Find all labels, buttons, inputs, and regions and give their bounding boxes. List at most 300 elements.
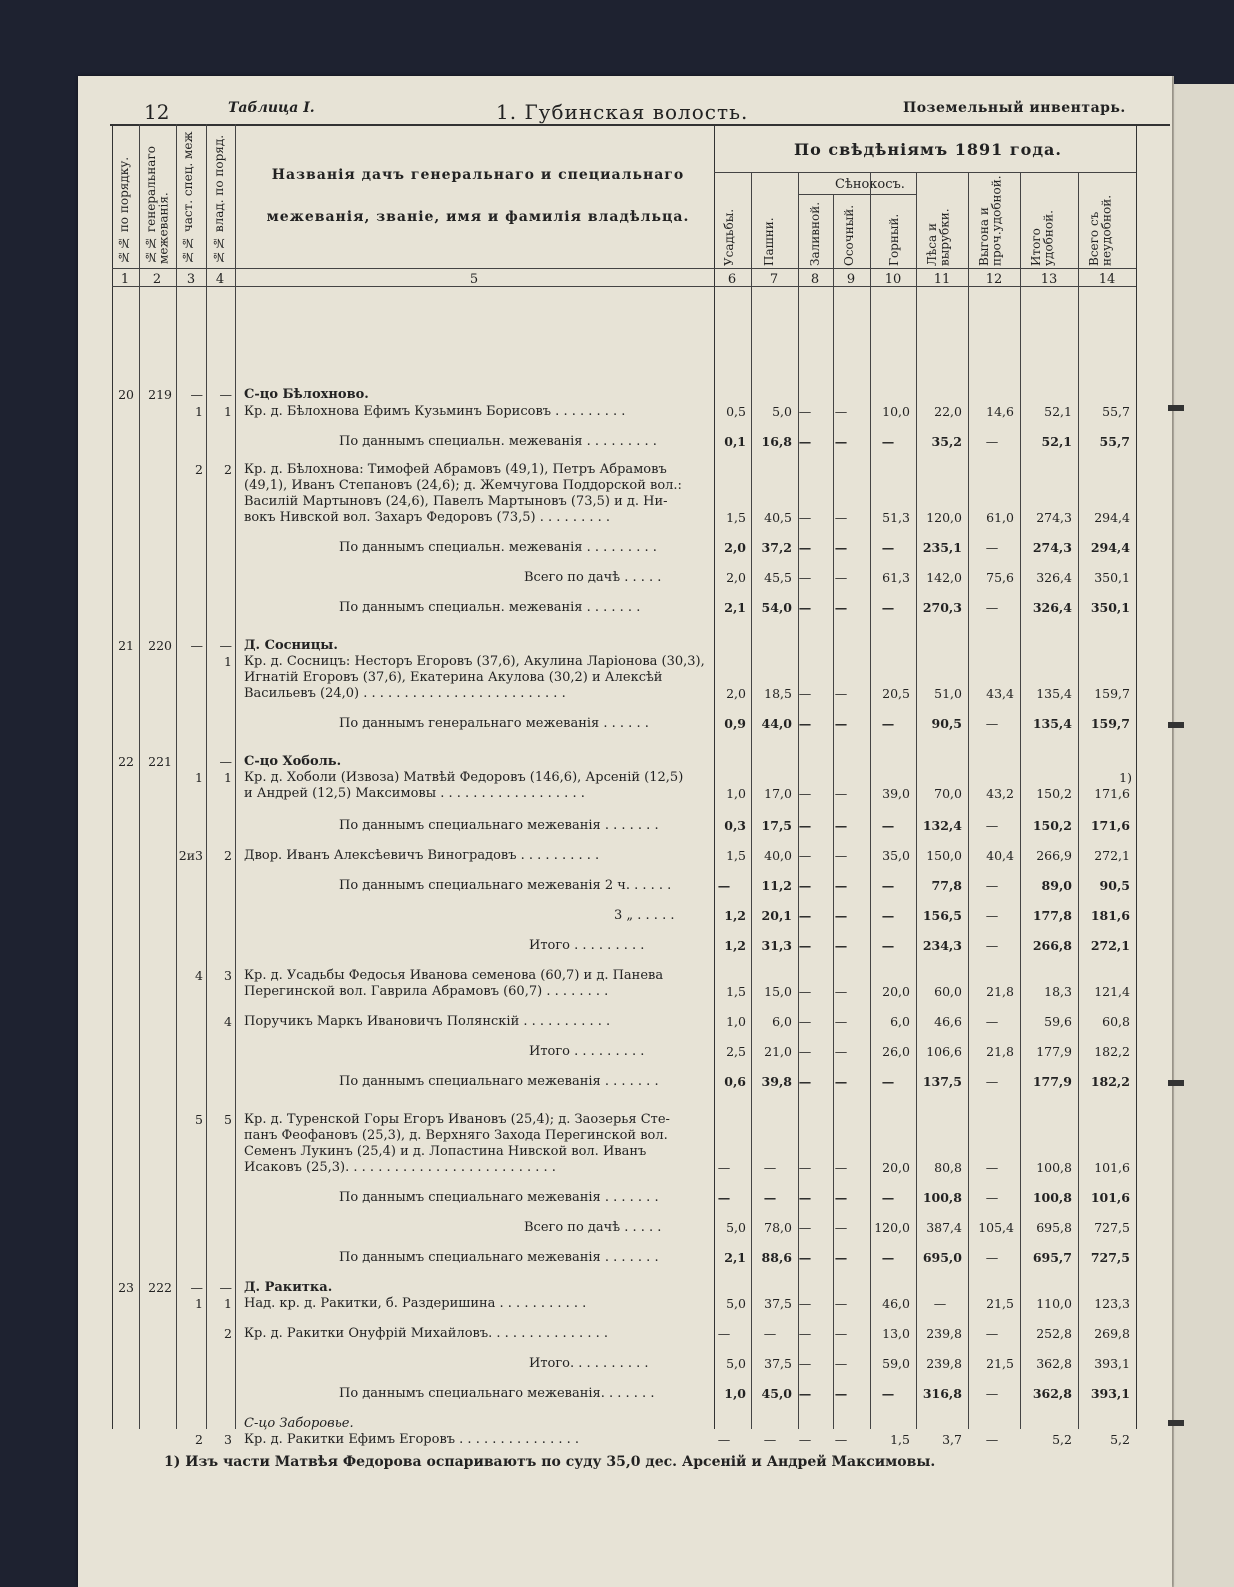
cell-value: — bbox=[717, 1432, 731, 1447]
cell-value: 105,4 bbox=[978, 1220, 1014, 1235]
cell-value: 150,0 bbox=[926, 848, 962, 863]
row-index-c1: 23 bbox=[118, 1280, 134, 1295]
cell-value: — bbox=[985, 1326, 999, 1341]
cell-value: 120,0 bbox=[926, 510, 962, 525]
cell-value: 59,6 bbox=[1044, 1014, 1072, 1029]
cell-value: 20,5 bbox=[882, 686, 910, 701]
cell-value: 39,8 bbox=[761, 1074, 792, 1089]
cell-value: 17,5 bbox=[761, 818, 792, 833]
cell-value: 21,8 bbox=[986, 984, 1014, 999]
cell-value: 2,0 bbox=[726, 686, 746, 701]
binding-tab bbox=[1168, 1420, 1184, 1426]
col-header-vsego: Всего съ неудобной. bbox=[1087, 194, 1114, 266]
cell-value: 177,9 bbox=[1036, 1044, 1072, 1059]
row-label: По даннымъ специальнаго межеванія. . . . . . . bbox=[339, 1386, 655, 1401]
row-label: Семенъ Лукинъ (25,4) и д. Лопастина Нивской вол. Иванъ bbox=[244, 1144, 647, 1159]
cell-value: 37,5 bbox=[764, 1356, 792, 1371]
top-rule bbox=[110, 124, 1170, 126]
row-index-c3: 4 bbox=[195, 968, 203, 983]
col-header-les: Лѣса и вырубки. bbox=[925, 208, 952, 266]
row-index-c4: — bbox=[219, 1280, 232, 1295]
cell-value: 159,7 bbox=[1090, 716, 1130, 731]
row-label: Поручикъ Маркъ Ивановичъ Полянскій . . . . . . . . . . . bbox=[244, 1014, 611, 1029]
grid-line bbox=[916, 172, 917, 1429]
cell-value: 0,9 bbox=[724, 716, 746, 731]
row-index-c4: 1 bbox=[224, 770, 232, 785]
col-header-gorny: Горный. bbox=[887, 213, 901, 266]
cell-value: 17,0 bbox=[764, 786, 792, 801]
cell-value: — bbox=[798, 908, 812, 923]
cell-value: 294,4 bbox=[1090, 540, 1130, 555]
row-label: Двор. Иванъ Алексѣевичъ Виноградовъ . . . . . . . . . . bbox=[244, 848, 600, 863]
col-header-itogo: Итого удобной. bbox=[1029, 210, 1056, 266]
cell-value: 252,8 bbox=[1036, 1326, 1072, 1341]
col-header-names: Названія дачъ генеральнаго и специальнаго межеванія, званіе, имя и фамилія владѣльца. bbox=[266, 167, 690, 225]
cell-value: 6,0 bbox=[772, 1014, 792, 1029]
cell-value: 52,1 bbox=[1044, 404, 1072, 419]
cell-value: — bbox=[985, 540, 999, 555]
cell-value: — bbox=[881, 540, 895, 555]
cell-value: — bbox=[881, 818, 895, 833]
cell-value: 135,4 bbox=[1036, 686, 1072, 701]
cell-value: 182,2 bbox=[1090, 1074, 1130, 1089]
cell-value: — bbox=[985, 1432, 999, 1447]
row-label: По даннымъ специальнаго межеванія . . . . . . . bbox=[339, 1190, 659, 1205]
row-label: Кр. д. Сосницъ: Несторъ Егоровъ (37,6), Акулина Ларіонова (30,3), bbox=[244, 654, 705, 669]
column-number: 5 bbox=[469, 272, 479, 287]
cell-value: 362,8 bbox=[1036, 1356, 1072, 1371]
col-header-order: №№ по порядку. bbox=[117, 156, 131, 264]
cell-value: — bbox=[834, 1432, 848, 1447]
row-label: Кр. д. Ракитки Ефимъ Егоровъ . . . . . . . . . . . . . . . bbox=[244, 1432, 579, 1447]
cell-value: 26,0 bbox=[882, 1044, 910, 1059]
cell-value: — bbox=[834, 1220, 848, 1235]
cell-value: — bbox=[985, 908, 999, 923]
document-page bbox=[78, 76, 1172, 1587]
cell-value: 695,7 bbox=[1032, 1250, 1072, 1265]
row-index-c3: 1 bbox=[195, 404, 203, 419]
cell-value: 120,0 bbox=[874, 1220, 910, 1235]
cell-value: — bbox=[834, 1356, 848, 1371]
row-index-c4: — bbox=[219, 638, 232, 653]
cell-value: — bbox=[881, 600, 895, 615]
cell-value: — bbox=[763, 1326, 777, 1341]
cell-value: — bbox=[834, 434, 848, 449]
grid-line bbox=[112, 286, 1136, 287]
cell-value: — bbox=[834, 716, 848, 731]
cell-value: 177,8 bbox=[1032, 908, 1072, 923]
cell-value: 137,5 bbox=[922, 1074, 962, 1089]
row-label: Василій Мартыновъ (24,6), Павелъ Мартыновъ (73,5) и д. Ни- bbox=[244, 494, 668, 509]
cell-value: — bbox=[798, 1074, 812, 1089]
cell-value: 6,0 bbox=[890, 1014, 910, 1029]
cell-value: 727,5 bbox=[1094, 1220, 1130, 1235]
cell-value: — bbox=[834, 510, 848, 525]
binding-tab bbox=[1168, 722, 1184, 728]
column-number: 12 bbox=[985, 272, 1003, 287]
cell-value: 1,2 bbox=[724, 938, 746, 953]
cell-value: 43,2 bbox=[986, 786, 1014, 801]
cell-value: 1,5 bbox=[726, 510, 746, 525]
cell-value: — bbox=[985, 1160, 999, 1175]
cell-value: 1,5 bbox=[726, 848, 746, 863]
cell-value: 88,6 bbox=[761, 1250, 792, 1265]
cell-value: 52,1 bbox=[1041, 434, 1072, 449]
cell-value: 5,2 bbox=[1110, 1432, 1130, 1447]
cell-value: — bbox=[933, 1296, 947, 1311]
cell-value: — bbox=[717, 878, 731, 893]
column-number: 4 bbox=[215, 272, 225, 287]
row-index-c3: — bbox=[190, 387, 203, 402]
cell-value: 14,6 bbox=[986, 404, 1014, 419]
cell-value: — bbox=[798, 1432, 812, 1447]
row-label: панъ Феофановъ (25,3), д. Верхняго Захода Перегинской вол. bbox=[244, 1128, 668, 1143]
row-index-c4: — bbox=[219, 754, 232, 769]
cell-value: — bbox=[881, 716, 895, 731]
cell-value: 15,0 bbox=[764, 984, 792, 999]
cell-value: 5,0 bbox=[772, 404, 792, 419]
cell-value: 40,5 bbox=[764, 510, 792, 525]
cell-value: 90,5 bbox=[931, 716, 962, 731]
cell-value: 0,3 bbox=[724, 818, 746, 833]
cell-value: — bbox=[834, 1386, 848, 1401]
binding-tab bbox=[1168, 405, 1184, 411]
cell-value: — bbox=[798, 1296, 812, 1311]
cell-value: — bbox=[717, 1160, 731, 1175]
cell-value: 20,0 bbox=[882, 1160, 910, 1175]
cell-value: 132,4 bbox=[922, 818, 962, 833]
row-index-c1: 22 bbox=[118, 754, 134, 769]
cell-value: — bbox=[834, 984, 848, 999]
cell-value: 60,8 bbox=[1102, 1014, 1130, 1029]
cell-value: — bbox=[798, 786, 812, 801]
row-label: По даннымъ специальн. межеванія . . . . . . . . . bbox=[339, 540, 657, 555]
row-index-c2: 219 bbox=[148, 387, 172, 402]
cell-value: 695,0 bbox=[922, 1250, 962, 1265]
cell-value: 316,8 bbox=[922, 1386, 962, 1401]
cell-value: 266,8 bbox=[1032, 938, 1072, 953]
cell-value: 40,4 bbox=[986, 848, 1014, 863]
cell-value: 326,4 bbox=[1032, 600, 1072, 615]
cell-value: 326,4 bbox=[1036, 570, 1072, 585]
row-label: Перегинской вол. Гаврила Абрамовъ (60,7) . . . . . . . . bbox=[244, 984, 609, 999]
col-header-owner: №№ влад. по поряд. bbox=[212, 134, 226, 264]
row-index-c3: — bbox=[190, 1280, 203, 1295]
cell-value: — bbox=[798, 848, 812, 863]
cell-value: — bbox=[834, 1044, 848, 1059]
row-label: По даннымъ специальнаго межеванія . . . . . . . bbox=[339, 818, 659, 833]
cell-value: 18,3 bbox=[1044, 984, 1072, 999]
grid-line bbox=[1136, 124, 1137, 1429]
cell-value: — bbox=[985, 716, 999, 731]
cell-value: 18,5 bbox=[764, 686, 792, 701]
row-index-c4: 1 bbox=[224, 1296, 232, 1311]
cell-value: 387,4 bbox=[926, 1220, 962, 1235]
cell-value: 75,6 bbox=[986, 570, 1014, 585]
grid-line bbox=[968, 172, 969, 1429]
cell-value: — bbox=[798, 1014, 812, 1029]
survey-header: По свѣдѣніямъ 1891 года. bbox=[794, 140, 1062, 159]
row-index-c4: 2 bbox=[224, 848, 232, 863]
cell-value: — bbox=[798, 540, 812, 555]
row-label: По даннымъ специальнаго межеванія . . . . . . . bbox=[339, 1250, 659, 1265]
cell-value: 89,0 bbox=[1041, 878, 1072, 893]
row-index-c4: 3 bbox=[224, 968, 232, 983]
cell-value: — bbox=[798, 1160, 812, 1175]
row-index-c3: — bbox=[190, 638, 203, 653]
cell-value: 51,3 bbox=[882, 510, 910, 525]
cell-value: — bbox=[985, 878, 999, 893]
row-label: С-цо Бѣлохново. bbox=[244, 387, 369, 402]
cell-value: — bbox=[834, 570, 848, 585]
cell-value: 110,0 bbox=[1036, 1296, 1072, 1311]
cell-value: 61,3 bbox=[882, 570, 910, 585]
cell-value: 45,0 bbox=[761, 1386, 792, 1401]
cell-value: — bbox=[798, 818, 812, 833]
row-label: Кр. д. Хоболи (Извоза) Матвѣй Федоровъ (146,6), Арсеній (12,5) bbox=[244, 770, 684, 785]
col-header-zalivnoy: Заливной. bbox=[808, 201, 822, 266]
cell-value: — bbox=[798, 434, 812, 449]
cell-value: 55,7 bbox=[1099, 434, 1130, 449]
cell-value: — bbox=[834, 786, 848, 801]
grid-line bbox=[714, 172, 1136, 173]
cell-value: — bbox=[881, 1250, 895, 1265]
cell-value: — bbox=[798, 1220, 812, 1235]
cell-value: 43,4 bbox=[986, 686, 1014, 701]
cell-value: 16,8 bbox=[761, 434, 792, 449]
cell-value: 5,2 bbox=[1052, 1432, 1072, 1447]
cell-value: — bbox=[798, 938, 812, 953]
col-header-vygona: Выгона и проч.удобной. bbox=[977, 175, 1004, 266]
col-header-special: №№ част. спец. меж bbox=[181, 131, 195, 264]
row-index-c1: 21 bbox=[118, 638, 134, 653]
cell-value: — bbox=[881, 908, 895, 923]
cell-value: 2,5 bbox=[726, 1044, 746, 1059]
cell-value: 100,8 bbox=[1036, 1160, 1072, 1175]
cell-value: 727,5 bbox=[1090, 1250, 1130, 1265]
cell-value: 10,0 bbox=[882, 404, 910, 419]
cell-value: 20,1 bbox=[761, 908, 792, 923]
cell-value: — bbox=[985, 1074, 999, 1089]
cell-value: — bbox=[798, 1190, 812, 1205]
binding-tab bbox=[1168, 1080, 1184, 1086]
cell-value: — bbox=[881, 1190, 895, 1205]
cell-value: — bbox=[881, 1074, 895, 1089]
row-index-c4: 2 bbox=[224, 462, 232, 477]
cell-value: 1,0 bbox=[726, 786, 746, 801]
cell-value: 272,1 bbox=[1090, 938, 1130, 953]
cell-value: 294,4 bbox=[1094, 510, 1130, 525]
cell-value: 55,7 bbox=[1102, 404, 1130, 419]
row-label: Кр. д. Бѣлохнова Ефимъ Кузьминъ Борисовъ . . . . . . . . . bbox=[244, 404, 626, 419]
grid-line bbox=[235, 124, 236, 1429]
cell-value: 393,1 bbox=[1094, 1356, 1130, 1371]
cell-value: — bbox=[834, 1190, 848, 1205]
cell-value: — bbox=[717, 1326, 731, 1341]
cell-value: 272,1 bbox=[1094, 848, 1130, 863]
grid-line bbox=[1020, 172, 1021, 1429]
row-label: С-цо Заборовье. bbox=[244, 1416, 354, 1431]
cell-value: — bbox=[881, 434, 895, 449]
cell-value: 150,2 bbox=[1032, 818, 1072, 833]
row-index-c4: 5 bbox=[224, 1112, 232, 1127]
cell-value: — bbox=[763, 1160, 777, 1175]
volost-title: 1. Губинская волость. bbox=[496, 100, 749, 124]
cell-value: 695,8 bbox=[1036, 1220, 1072, 1235]
cell-value: — bbox=[985, 1014, 999, 1029]
cell-value: — bbox=[881, 938, 895, 953]
row-label: Кр. д. Усадьбы Федосья Иванова семенова (60,7) и д. Панева bbox=[244, 968, 664, 983]
cell-value: 1,2 bbox=[724, 908, 746, 923]
row-index-c4: — bbox=[219, 387, 232, 402]
cell-value: 239,8 bbox=[926, 1356, 962, 1371]
cell-value: — bbox=[798, 1326, 812, 1341]
cell-value: — bbox=[985, 818, 999, 833]
cell-value: — bbox=[985, 434, 999, 449]
row-label: Кр. д. Ракитки Онуфрій Михайловъ. . . . . . . . . . . . . . . bbox=[244, 1326, 608, 1341]
cell-value: 21,8 bbox=[986, 1044, 1014, 1059]
cell-value: — bbox=[881, 1386, 895, 1401]
cell-value: 45,5 bbox=[764, 570, 792, 585]
column-number: 7 bbox=[769, 272, 779, 287]
cell-value: 270,3 bbox=[922, 600, 962, 615]
cell-value: — bbox=[834, 1160, 848, 1175]
cell-value: 0,1 bbox=[724, 434, 746, 449]
cell-value: 182,2 bbox=[1094, 1044, 1130, 1059]
cell-value: 61,0 bbox=[986, 510, 1014, 525]
cell-value: — bbox=[834, 1296, 848, 1311]
cell-value: 21,0 bbox=[764, 1044, 792, 1059]
column-number: 14 bbox=[1098, 272, 1116, 287]
cell-value: 13,0 bbox=[882, 1326, 910, 1341]
cell-value: 77,8 bbox=[931, 878, 962, 893]
cell-value: 80,8 bbox=[934, 1160, 962, 1175]
cell-value: — bbox=[798, 1356, 812, 1371]
cell-value: 266,9 bbox=[1036, 848, 1072, 863]
cell-value: 90,5 bbox=[1099, 878, 1130, 893]
cell-value: 2,1 bbox=[724, 600, 746, 615]
cell-value: — bbox=[798, 404, 812, 419]
grid-line bbox=[1078, 172, 1079, 1429]
cell-value: 78,0 bbox=[764, 1220, 792, 1235]
cell-value: — bbox=[834, 1074, 848, 1089]
cell-value: — bbox=[798, 716, 812, 731]
row-index-c3: 2 bbox=[195, 1432, 203, 1447]
row-label: Итого. . . . . . . . . . bbox=[529, 1356, 649, 1371]
cell-value: — bbox=[798, 1250, 812, 1265]
cell-value: 40,0 bbox=[764, 848, 792, 863]
column-number: 11 bbox=[933, 272, 951, 287]
column-number: 1 bbox=[120, 272, 130, 287]
cell-value: 123,3 bbox=[1094, 1296, 1130, 1311]
row-label: Д. Сосницы. bbox=[244, 638, 338, 653]
cell-value: — bbox=[985, 600, 999, 615]
row-label: По даннымъ генеральнаго межеванія . . . . . . bbox=[339, 716, 649, 731]
section-title: Поземельный инвентарь. bbox=[903, 100, 1126, 116]
cell-value: 350,1 bbox=[1090, 600, 1130, 615]
cell-value: 37,5 bbox=[764, 1296, 792, 1311]
row-index-c3: 2и3 bbox=[178, 848, 203, 863]
cell-value: 362,8 bbox=[1032, 1386, 1072, 1401]
row-label: Кр. д. Бѣлохнова: Тимофей Абрамовъ (49,1), Петръ Абрамовъ bbox=[244, 462, 667, 477]
cell-value: 101,6 bbox=[1094, 1160, 1130, 1175]
cell-value: 54,0 bbox=[761, 600, 792, 615]
row-label: 3 „ . . . . . bbox=[614, 908, 675, 923]
table-label: Таблица I. bbox=[228, 100, 315, 116]
cell-value: 35,0 bbox=[882, 848, 910, 863]
row-index-c2: 221 bbox=[148, 754, 172, 769]
row-label: и Андрей (12,5) Максимовы . . . . . . . . . . . . . . . . . . bbox=[244, 786, 585, 801]
cell-value: 21,5 bbox=[986, 1296, 1014, 1311]
cell-value: 21,5 bbox=[986, 1356, 1014, 1371]
cell-value: 1,0 bbox=[724, 1386, 746, 1401]
cell-value: 2,1 bbox=[724, 1250, 746, 1265]
cell-value: 269,8 bbox=[1094, 1326, 1130, 1341]
cell-value: 159,7 bbox=[1094, 686, 1130, 701]
cell-value: — bbox=[763, 1432, 777, 1447]
row-index-c2: 220 bbox=[148, 638, 172, 653]
cell-value: — bbox=[798, 984, 812, 999]
cell-value: — bbox=[985, 1190, 999, 1205]
row-index-c4: 4 bbox=[224, 1014, 232, 1029]
cell-value: 0,6 bbox=[724, 1074, 746, 1089]
cell-value: — bbox=[985, 1250, 999, 1265]
cell-value: 177,9 bbox=[1032, 1074, 1072, 1089]
cell-value: 350,1 bbox=[1094, 570, 1130, 585]
row-label: Всего по дачѣ . . . . . bbox=[524, 570, 662, 585]
cell-value: — bbox=[798, 510, 812, 525]
cell-value: 70,0 bbox=[934, 786, 962, 801]
cell-value: 135,4 bbox=[1032, 716, 1072, 731]
row-label: Над. кр. д. Ракитки, б. Раздеришина . . . . . . . . . . . bbox=[244, 1296, 587, 1311]
column-number: 8 bbox=[810, 272, 820, 287]
col-header-osochny: Осочный. bbox=[842, 204, 856, 266]
row-label: Д. Ракитка. bbox=[244, 1280, 333, 1295]
row-label: Итого . . . . . . . . . bbox=[529, 938, 645, 953]
column-number: 3 bbox=[186, 272, 196, 287]
cell-value: 101,6 bbox=[1090, 1190, 1130, 1205]
cell-value: 5,0 bbox=[726, 1356, 746, 1371]
cell-value: 5,0 bbox=[726, 1220, 746, 1235]
column-number: 2 bbox=[152, 272, 162, 287]
cell-value: 59,0 bbox=[882, 1356, 910, 1371]
cell-value: 121,4 bbox=[1094, 984, 1130, 999]
senokos-header: Сѣнокосъ. bbox=[835, 177, 905, 192]
cell-value: — bbox=[834, 600, 848, 615]
row-index-c4: 2 bbox=[224, 1326, 232, 1341]
row-label: Игнатій Егоровъ (37,6), Екатерина Акулова (30,2) и Алексѣй bbox=[244, 670, 663, 685]
column-number: 9 bbox=[846, 272, 856, 287]
cell-value: — bbox=[834, 1326, 848, 1341]
cell-value: — bbox=[798, 1386, 812, 1401]
cell-value: 239,8 bbox=[926, 1326, 962, 1341]
row-label: вокъ Нивской вол. Захаръ Федоровъ (73,5) . . . . . . . . . bbox=[244, 510, 611, 525]
cell-value: 46,0 bbox=[882, 1296, 910, 1311]
grid-line bbox=[112, 124, 113, 1429]
row-label: Исаковъ (25,3). . . . . . . . . . . . . . . . . . . . . . . . . . bbox=[244, 1160, 556, 1175]
cell-value: 35,2 bbox=[931, 434, 962, 449]
cell-value: — bbox=[834, 540, 848, 555]
cell-value: 156,5 bbox=[922, 908, 962, 923]
cell-value: 60,0 bbox=[934, 984, 962, 999]
row-index-c4: 1 bbox=[224, 654, 232, 669]
cell-value: 1,5 bbox=[726, 984, 746, 999]
cell-value: 171,6 bbox=[1090, 818, 1130, 833]
cell-value: 31,3 bbox=[761, 938, 792, 953]
cell-value: 2,0 bbox=[726, 570, 746, 585]
col-header-pashni: Пашни. bbox=[762, 217, 776, 266]
cell-value: 1,5 bbox=[890, 1432, 910, 1447]
